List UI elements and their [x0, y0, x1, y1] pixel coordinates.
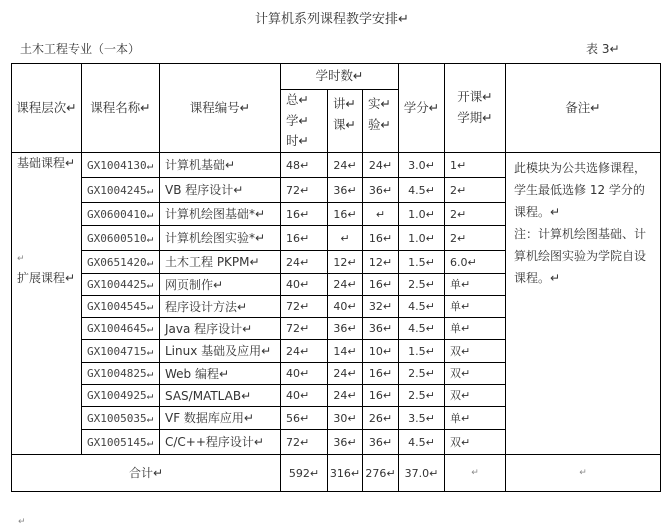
header-lecture-hours: 讲↵ 课↵: [328, 90, 363, 153]
course-semester: 双↵: [445, 385, 506, 407]
course-lecture-hours: 40↵: [328, 296, 363, 318]
course-code: GX1005145↵: [82, 430, 160, 455]
course-lecture-hours: 36↵: [328, 430, 363, 455]
level-extended: [12, 251, 82, 455]
paragraph-mark: ↵: [17, 253, 25, 264]
course-semester: 单↵: [445, 274, 506, 296]
course-total-hours: 40↵: [281, 274, 328, 296]
course-code: GX1005035↵: [82, 407, 160, 430]
course-name: C/C++程序设计↵: [160, 430, 281, 455]
course-lecture-hours: 24↵: [328, 274, 363, 296]
total-row: [12, 455, 661, 492]
course-name: 网页制作↵: [160, 274, 281, 296]
course-credits: 2.5↵: [399, 363, 445, 385]
course-code: GX0600410↵: [82, 203, 160, 226]
course-semester: 2↵: [445, 178, 506, 203]
course-lab-hours: 10↵: [363, 340, 399, 363]
total-label: 合计↵: [12, 455, 281, 492]
course-lab-hours: 16↵: [363, 385, 399, 407]
course-lecture-hours: 14↵: [328, 340, 363, 363]
course-lab-hours: 24↵: [363, 153, 399, 178]
course-name: VF 数据库应用↵: [160, 407, 281, 430]
course-total-hours: 16↵: [281, 203, 328, 226]
header-code: 课程编号↵: [160, 64, 281, 153]
course-total-hours: 24↵: [281, 251, 328, 274]
course-lab-hours: 16↵: [363, 363, 399, 385]
course-credits: 4.5↵: [399, 318, 445, 340]
course-lecture-hours: 24↵: [328, 385, 363, 407]
header-lab-hours: 实↵ 验↵: [363, 90, 399, 153]
course-total-hours: 48↵: [281, 153, 328, 178]
course-total-hours: 72↵: [281, 318, 328, 340]
course-name: 计算机绘图实验*↵: [160, 226, 281, 251]
course-total-hours: 72↵: [281, 296, 328, 318]
course-lecture-hours: 12↵: [328, 251, 363, 274]
course-lab-hours: 12↵: [363, 251, 399, 274]
header-notes: 备注↵: [506, 64, 661, 153]
course-credits: 4.5↵: [399, 178, 445, 203]
course-name: 土木工程 PKPM↵: [160, 251, 281, 274]
course-lecture-hours: ↵: [328, 226, 363, 251]
course-semester: 单↵: [445, 296, 506, 318]
level-basic: 基础课程↵: [12, 153, 82, 251]
course-lecture-hours: 24↵: [328, 153, 363, 178]
course-lab-hours: 32↵: [363, 296, 399, 318]
course-semester: 1↵: [445, 153, 506, 178]
header-level: 课程层次↵: [12, 64, 82, 153]
course-semester: 2↵: [445, 226, 506, 251]
course-name: 计算机基础↵: [160, 153, 281, 178]
total-credits: 37.0↵: [399, 455, 445, 492]
course-lab-hours: 36↵: [363, 318, 399, 340]
course-code: GX1004925↵: [82, 385, 160, 407]
course-semester: 单↵: [445, 407, 506, 430]
course-semester: 双↵: [445, 340, 506, 363]
course-lecture-hours: 16↵: [328, 203, 363, 226]
course-semester: 6.0↵: [445, 251, 506, 274]
end-paragraph-mark: ↵: [18, 517, 26, 527]
major-label: 土木工程专业（一本）: [20, 42, 141, 56]
course-credits: 4.5↵: [399, 430, 445, 455]
header-hours: 学时数↵: [281, 64, 399, 90]
course-total-hours: 72↵: [281, 178, 328, 203]
notes-cell: [506, 153, 661, 455]
course-credits: 1.5↵: [399, 251, 445, 274]
course-total-hours: 24↵: [281, 340, 328, 363]
course-code: GX1004645↵: [82, 318, 160, 340]
course-name: SAS/MATLAB↵: [160, 385, 281, 407]
course-credits: 3.5↵: [399, 407, 445, 430]
course-code: GX1004245↵: [82, 178, 160, 203]
course-code: GX0600510↵: [82, 226, 160, 251]
notes-line: 注：计算机绘图基础、计算机绘图实验为学院自设课程。↵: [514, 227, 647, 285]
course-credits: 3.0↵: [399, 153, 445, 178]
notes-line: 此模块为公共选修课程，学生最低选修 12 学分的课程。↵: [514, 161, 647, 219]
total-lab-hours: 276↵: [363, 455, 399, 492]
course-name: Java 程序设计↵: [160, 318, 281, 340]
course-credits: 1.0↵: [399, 226, 445, 251]
course-lab-hours: 16↵: [363, 226, 399, 251]
course-lab-hours: ↵: [363, 203, 399, 226]
course-name: Web 编程↵: [160, 363, 281, 385]
course-lab-hours: 16↵: [363, 274, 399, 296]
course-lecture-hours: 36↵: [328, 318, 363, 340]
total-lecture-hours: 316↵: [328, 455, 363, 492]
course-total-hours: 72↵: [281, 430, 328, 455]
course-total-hours: 40↵: [281, 385, 328, 407]
table-number: 表 3↵: [586, 42, 620, 56]
course-semester: 双↵: [445, 430, 506, 455]
header-credits: 学分↵: [399, 64, 445, 153]
course-code: GX1004825↵: [82, 363, 160, 385]
course-name: 计算机绘图基础*↵: [160, 203, 281, 226]
level-extended-label: 扩展课程↵: [17, 270, 76, 285]
course-lab-hours: 36↵: [363, 178, 399, 203]
course-semester: 2↵: [445, 203, 506, 226]
course-semester: 双↵: [445, 363, 506, 385]
course-credits: 1.0↵: [399, 203, 445, 226]
course-total-hours: 56↵: [281, 407, 328, 430]
course-total-hours: 16↵: [281, 226, 328, 251]
course-schedule-table: [11, 63, 661, 492]
table-row: [12, 153, 661, 178]
course-name: 程序设计方法↵: [160, 296, 281, 318]
course-lecture-hours: 36↵: [328, 178, 363, 203]
course-credits: 2.5↵: [399, 385, 445, 407]
course-credits: 1.5↵: [399, 340, 445, 363]
total-hours: 592↵: [281, 455, 328, 492]
course-code: GX1004715↵: [82, 340, 160, 363]
course-lab-hours: 36↵: [363, 430, 399, 455]
header-total-hours: 总↵ 学↵ 时↵: [281, 90, 328, 153]
course-lecture-hours: 30↵: [328, 407, 363, 430]
course-code: GX0651420↵: [82, 251, 160, 274]
course-name: Linux 基础及应用↵: [160, 340, 281, 363]
course-credits: 2.5↵: [399, 274, 445, 296]
header-semester: 开课↵ 学期↵: [445, 64, 506, 153]
course-lecture-hours: 24↵: [328, 363, 363, 385]
course-lab-hours: 26↵: [363, 407, 399, 430]
document-title: 计算机系列课程教学安排↵: [255, 12, 409, 27]
course-name: VB 程序设计↵: [160, 178, 281, 203]
course-code: GX1004425↵: [82, 274, 160, 296]
course-semester: 单↵: [445, 318, 506, 340]
course-credits: 4.5↵: [399, 296, 445, 318]
course-code: GX1004130↵: [82, 153, 160, 178]
total-semester: ↵: [445, 455, 506, 492]
total-notes: ↵: [506, 455, 661, 492]
header-name: 课程名称↵: [82, 64, 160, 153]
course-total-hours: 40↵: [281, 363, 328, 385]
course-code: GX1004545↵: [82, 296, 160, 318]
